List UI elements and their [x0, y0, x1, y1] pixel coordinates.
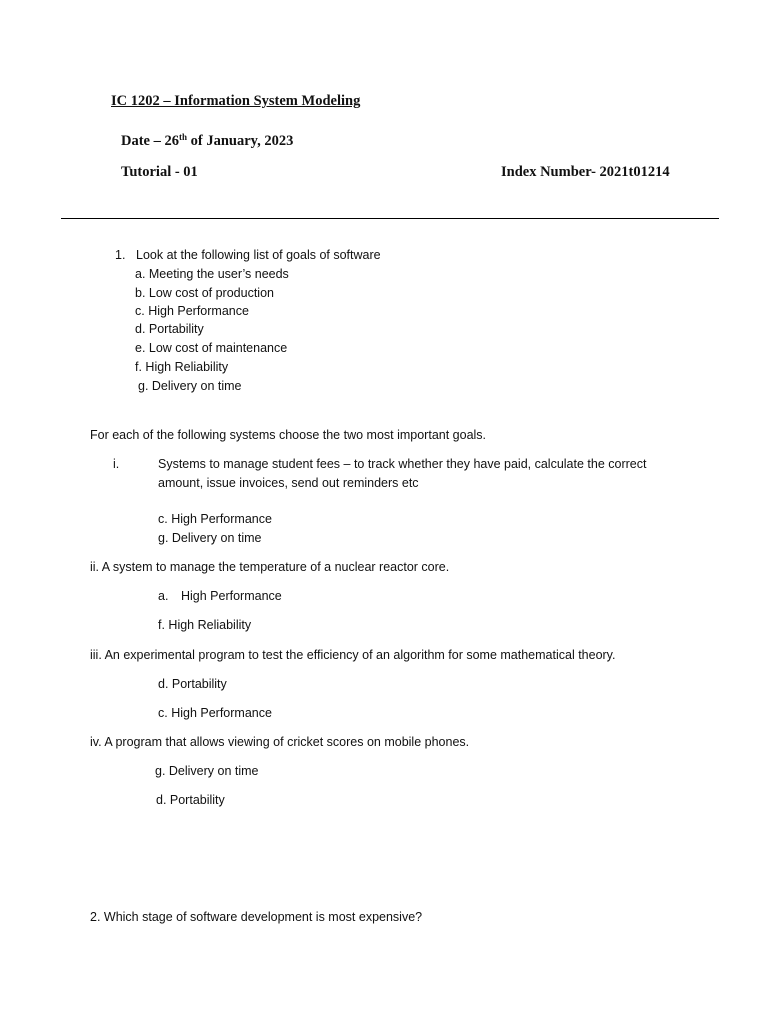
- part-i-answer: c. High Performance: [158, 512, 272, 526]
- date-line: [121, 129, 293, 149]
- q2-text: 2. Which stage of software development is most expensive?: [90, 910, 423, 924]
- goal-item: g. Delivery on time: [138, 379, 242, 393]
- date-suffix: of January, 2023: [187, 133, 294, 149]
- part-iii-answer: d. Portability: [158, 677, 227, 691]
- part-ii-answer: High Performance: [181, 589, 282, 603]
- tutorial-label: Tutorial - 01: [121, 164, 198, 180]
- header-divider: [61, 218, 719, 219]
- q1-number: 1.: [115, 248, 126, 262]
- part-iv-text: iv. A program that allows viewing of cricket scores on mobile phones.: [90, 735, 470, 749]
- goal-item: c. High Performance: [135, 304, 249, 318]
- goal-item: b. Low cost of production: [135, 286, 274, 300]
- q1-instruction: For each of the following systems choose the two most important goals.: [90, 428, 487, 442]
- part-i-numeral: i.: [113, 457, 120, 471]
- date-prefix: Date – 26: [121, 133, 179, 149]
- part-iii-answer: c. High Performance: [158, 706, 272, 720]
- part-iii-text: iii. An experimental program to test the efficiency of an algorithm for some mathematical theory.: [90, 648, 616, 662]
- part-ii-answer: f. High Reliability: [158, 618, 252, 632]
- part-i-text-line2: amount, issue invoices, send out reminders etc: [158, 476, 419, 490]
- goal-item: e. Low cost of maintenance: [135, 341, 288, 355]
- part-i-answer: g. Delivery on time: [158, 531, 262, 545]
- part-ii-text: ii. A system to manage the temperature of a nuclear reactor core.: [90, 560, 450, 574]
- part-i-text-line1: Systems to manage student fees – to track whether they have paid, calculate the correct: [158, 457, 647, 471]
- goal-item: f. High Reliability: [135, 360, 229, 374]
- part-iv-answer: d. Portability: [156, 793, 225, 807]
- goal-item: d. Portability: [135, 322, 204, 336]
- index-number: Index Number- 2021t01214: [501, 164, 670, 180]
- part-ii-answer-marker: a.: [158, 589, 169, 603]
- part-iv-answer: g. Delivery on time: [155, 764, 259, 778]
- q1-text: Look at the following list of goals of software: [136, 248, 381, 262]
- course-title: IC 1202 – Information System Modeling: [111, 93, 361, 109]
- goal-item: a. Meeting the user’s needs: [135, 267, 289, 281]
- date-superscript: th: [179, 132, 188, 142]
